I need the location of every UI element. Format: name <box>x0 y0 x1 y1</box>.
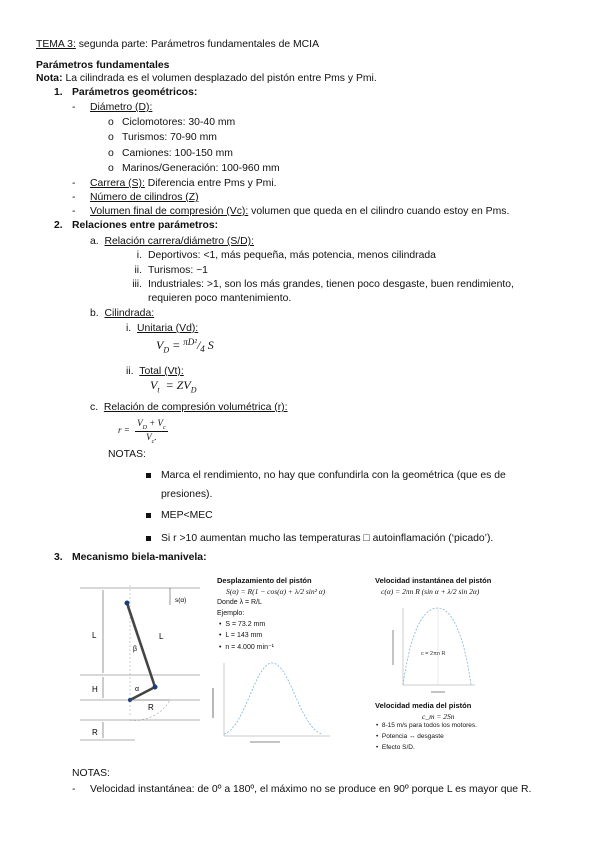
vel-title: Velocidad instantánea del pistón <box>375 576 492 585</box>
label-alpha: α <box>135 686 140 693</box>
label-H: H <box>92 685 98 694</box>
list-item: o Turismos: 70-90 mm <box>108 132 217 143</box>
crank-mechanism-diagram <box>75 575 205 755</box>
formula-r: r = $\frac{V_D + V_c}{V_c.}$ <box>118 418 166 445</box>
notas2-text: Velocidad instantánea: de 0º a 180º, el máximo no se produce en 90º porque L es mayor que R. <box>90 784 532 795</box>
list-item: Si r >10 aumentan mucho las temperaturas □ autoinflamación (‘picado’). <box>146 533 493 544</box>
desp-donde: Donde λ = R/L <box>217 599 262 606</box>
s1-title: Parámetros geométricos: <box>72 87 198 98</box>
vel-curve-label: c = 2πn R <box>421 651 446 657</box>
s1-carrera-dash: - <box>72 178 76 189</box>
list-item: i. Deportivos: <1, más pequeña, más potencia, menos cilindrada <box>136 250 436 261</box>
note-text: La cilindrada es el volumen desplazado del pistón entre Pms y Pmi. <box>62 73 377 84</box>
list-item: o Ciclomotores: 30-40 mm <box>108 117 236 128</box>
formula-vt: $V_t = ZV_D$ <box>150 378 197 395</box>
vel-formula: c(α) = 2πn R (sin α + λ/2 sin 2α) <box>381 587 480 596</box>
s1-vc-dash: - <box>72 206 76 217</box>
list-item: • 8-15 m/s para todos los motores. <box>376 722 477 729</box>
vel-media-formula: c_m = 2Sn <box>422 712 455 721</box>
list-item: o Camiones: 100-150 mm <box>108 148 233 159</box>
s2b-total: ii. Total (Vt): <box>126 366 184 377</box>
list-item: o Marinos/Generación: 100-960 mm <box>108 163 280 174</box>
formula-vd: $V_D = ^{\pi D^2}/_4$ S <box>156 337 214 355</box>
s1-diam-dash: - <box>72 102 76 113</box>
label-beta: β <box>133 646 138 653</box>
velocity-chart <box>383 600 478 695</box>
notas2-title: NOTAS: <box>72 768 110 779</box>
s2-title: Relaciones entre parámetros: <box>72 220 219 231</box>
s1-number: 1. <box>54 87 63 98</box>
header-label: TEMA 3: <box>36 39 76 50</box>
list-item: Marca el rendimiento, no hay que confundirla con la geométrica (que es de <box>146 470 506 481</box>
s1-carrera: Carrera (S): Diferencia entre Pms y Pmi. <box>90 178 277 189</box>
list-item: ii. Turismos: ~1 <box>134 265 208 276</box>
list-item: • Potencia ↔ desgaste <box>376 733 444 740</box>
s2b-heading: b. Cilindrada: <box>90 308 155 319</box>
note-line <box>36 73 377 84</box>
doc-header <box>36 39 319 50</box>
label-R2: R <box>92 728 98 737</box>
section-title: Parámetros fundamentales <box>36 60 170 71</box>
list-item: • L = 143 mm <box>219 632 263 639</box>
label-s-alpha: s(α) <box>175 597 187 604</box>
label-L: L <box>92 631 97 640</box>
s2-number: 2. <box>54 220 63 231</box>
s2b-unitaria: i. Unitaria (Vd): <box>126 323 199 334</box>
list-item: • Efecto S/D. <box>376 744 415 751</box>
label-L2: L <box>159 632 164 641</box>
s3-title: Mecanismo biela-manivela: <box>72 552 207 563</box>
s2c-heading: c. Relación de compresión volumétrica (r): <box>90 402 288 413</box>
s1-ncil-dash: - <box>72 192 76 203</box>
header-title: segunda parte: Parámetros fundamentales de MCIA <box>75 39 320 50</box>
list-item: • n = 4.000 min⁻¹ <box>219 644 274 651</box>
s1-ncil-label: Número de cilindros (Z) <box>90 192 199 203</box>
desp-formula: S(α) = R(1 − cos(α) + λ/2 sin² α) <box>226 587 326 596</box>
label-R: R <box>148 703 154 712</box>
list-item: iii. Industriales: >1, son los más grandes, tienen poco desgaste, buen rendimiento, <box>132 279 514 290</box>
list-item: • S = 73.2 mm <box>219 621 266 628</box>
s3-number: 3. <box>54 552 63 563</box>
note-label: Nota: <box>36 73 63 84</box>
list-item: MEP<MEC <box>146 510 213 521</box>
desp-title: Desplazamiento del pistón <box>217 576 312 585</box>
s2a-heading: a. Relación carrera/diámetro (S/D): <box>90 236 255 247</box>
list-item: presiones). <box>161 489 213 500</box>
notas2-dash: - <box>72 784 76 795</box>
vel-media-title: Velocidad media del pistón <box>375 701 472 710</box>
notas-title: NOTAS: <box>108 449 146 460</box>
s1-vc: Volumen final de compresión (Vc): volumen que queda en el cilindro cuando estoy en Pms. <box>90 206 510 217</box>
s1-diam-label: Diámetro (D): <box>90 102 153 113</box>
displacement-chart <box>210 658 335 748</box>
desp-ejemplo: Ejemplo: <box>217 610 245 617</box>
list-item: requieren poco mantenimiento. <box>148 293 292 304</box>
